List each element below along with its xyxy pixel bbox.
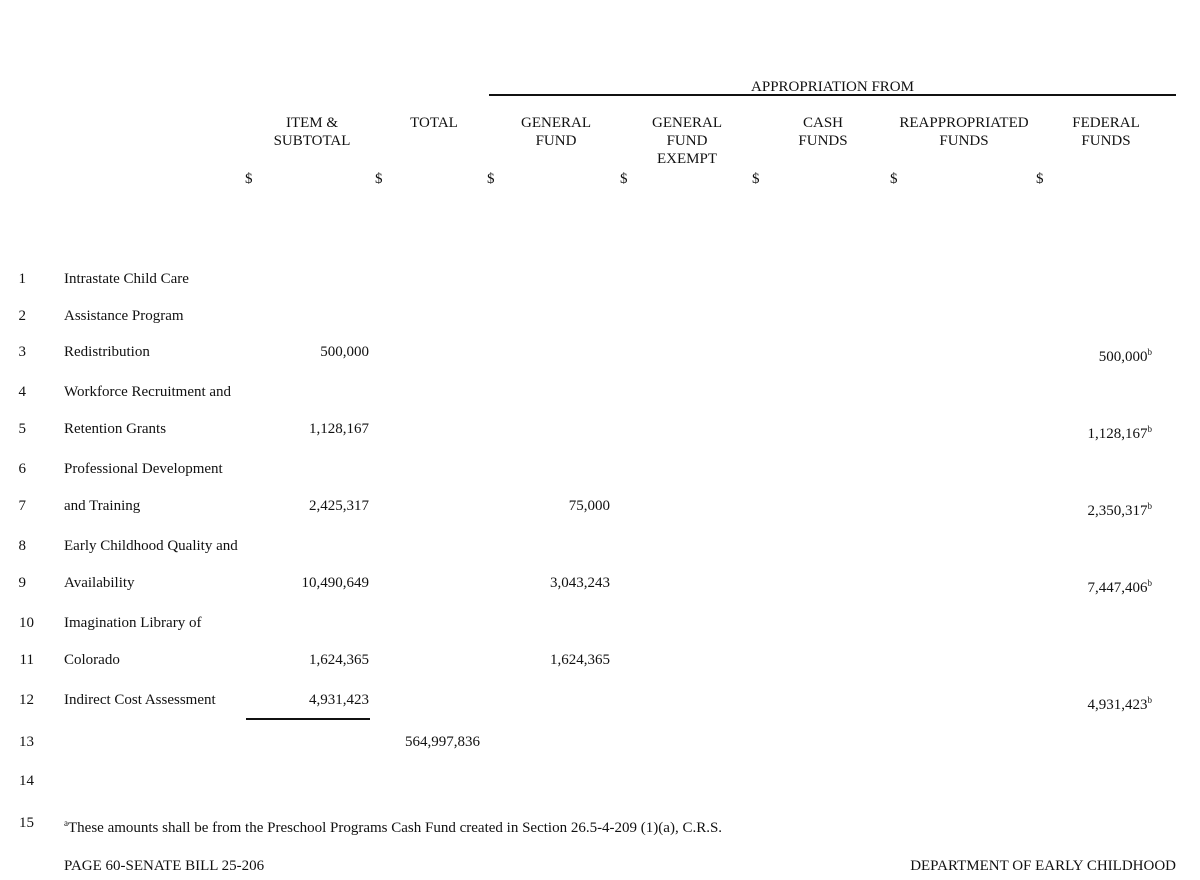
federal-funds-value	[1020, 691, 1152, 714]
col-header-federal-funds	[1056, 114, 1156, 150]
item-subtotal-value: 10,490,649	[301, 575, 369, 591]
general-fund-value: 1,624,365	[550, 652, 610, 668]
general-fund-value: 3,043,243	[550, 575, 610, 591]
line-label: Retention Grants	[64, 421, 167, 437]
line-label: Early Childhood Quality and	[64, 538, 238, 554]
subtotal-rule	[246, 718, 370, 720]
col-header-line: FUNDS	[1081, 133, 1131, 149]
line-number: 13	[19, 734, 34, 750]
line-number: 1	[18, 271, 26, 287]
col-header-line: EXEMPT	[657, 151, 717, 167]
item-subtotal-value: 4,931,423	[309, 692, 369, 708]
line-label: Workforce Recruitment and	[64, 384, 232, 400]
col-header-line: FEDERAL	[1072, 115, 1140, 131]
col-header-cash-funds	[773, 114, 873, 150]
federal-amount: 4,931,423	[1087, 697, 1148, 713]
col-header-reappropriated-funds	[889, 114, 1039, 150]
line-number: 7	[18, 498, 26, 514]
item-subtotal-value: 1,624,365	[309, 652, 369, 668]
federal-funds-value	[1020, 497, 1152, 520]
col-header-line: ITEM &	[285, 115, 339, 131]
line-number: 4	[18, 384, 26, 400]
line-label: Professional Development	[64, 461, 223, 477]
line-number: 5	[18, 421, 26, 437]
dollar-sign: $	[487, 171, 495, 187]
footnote-text: These amounts shall be from the Preschool Programs Cash Fund created in Section 26.5-4-209 (1)(a), C.R.S.	[68, 820, 723, 836]
appropriation-from-heading: APPROPRIATION FROM	[751, 79, 914, 95]
page-footer-right: DEPARTMENT OF EARLY CHILDHOOD	[910, 858, 1176, 874]
footnote-marker: b	[1147, 695, 1152, 705]
col-header-line: GENERAL	[521, 115, 591, 131]
col-header-line: TOTAL	[410, 115, 458, 131]
dollar-sign: $	[245, 171, 253, 187]
line-number: 3	[18, 344, 26, 360]
footnote-marker: b	[1147, 501, 1152, 511]
federal-funds-value	[1020, 574, 1152, 597]
col-header-item-subtotal	[252, 114, 372, 150]
federal-amount: 2,350,317	[1087, 503, 1148, 519]
footnote-marker: b	[1147, 424, 1152, 434]
item-subtotal-value: 500,000	[320, 344, 369, 360]
federal-amount: 500,000	[1098, 349, 1148, 365]
federal-funds-value	[1020, 420, 1152, 443]
footnote-marker: b	[1147, 347, 1152, 357]
col-header-line: FUND	[666, 133, 708, 149]
col-header-line: FUNDS	[798, 133, 848, 149]
col-header-line: CASH	[802, 115, 843, 131]
dollar-sign: $	[375, 171, 383, 187]
line-number: 12	[19, 692, 34, 708]
federal-amount: 7,447,406	[1087, 580, 1148, 596]
col-header-line: REAPPROPRIATED	[899, 115, 1029, 131]
line-number: 14	[19, 773, 34, 789]
total-value: 564,997,836	[405, 734, 480, 750]
appropriation-rule	[489, 94, 1176, 96]
footnote-marker: a	[64, 818, 68, 828]
footnote-marker: b	[1147, 578, 1152, 588]
item-subtotal-value: 1,128,167	[309, 421, 369, 437]
dollar-sign: $	[620, 171, 628, 187]
line-label: Availability	[64, 575, 135, 591]
line-number: 11	[19, 652, 34, 668]
dollar-sign: $	[752, 171, 760, 187]
col-header-total	[384, 114, 484, 132]
line-number: 8	[18, 538, 26, 554]
line-label: Intrastate Child Care	[64, 271, 189, 287]
dollar-sign: $	[1036, 171, 1044, 187]
page-footer-left: PAGE 60-SENATE BILL 25-206	[64, 858, 265, 874]
line-number: 10	[19, 615, 34, 631]
dollar-sign: $	[890, 171, 898, 187]
col-header-line: GENERAL	[652, 115, 722, 131]
line-number: 15	[19, 815, 34, 831]
col-header-line: SUBTOTAL	[273, 133, 351, 149]
item-subtotal-value: 2,425,317	[309, 498, 369, 514]
col-header-general-fund	[506, 114, 606, 150]
line-label: Assistance Program	[64, 308, 184, 324]
col-header-line: FUND	[535, 133, 577, 149]
general-fund-value: 75,000	[568, 498, 610, 514]
federal-amount: 1,128,167	[1087, 426, 1148, 442]
line-label: Indirect Cost Assessment	[64, 692, 216, 708]
line-label: Redistribution	[64, 344, 150, 360]
line-number: 6	[18, 461, 26, 477]
federal-funds-value	[1020, 343, 1152, 366]
line-number: 9	[18, 575, 26, 591]
line-label: Imagination Library of	[64, 615, 202, 631]
col-header-line: FUNDS	[939, 133, 989, 149]
line-label: and Training	[64, 498, 141, 514]
col-header-general-fund-exempt	[637, 114, 737, 168]
line-number: 2	[18, 308, 26, 324]
footnote	[64, 814, 722, 837]
line-label: Colorado	[64, 652, 120, 668]
